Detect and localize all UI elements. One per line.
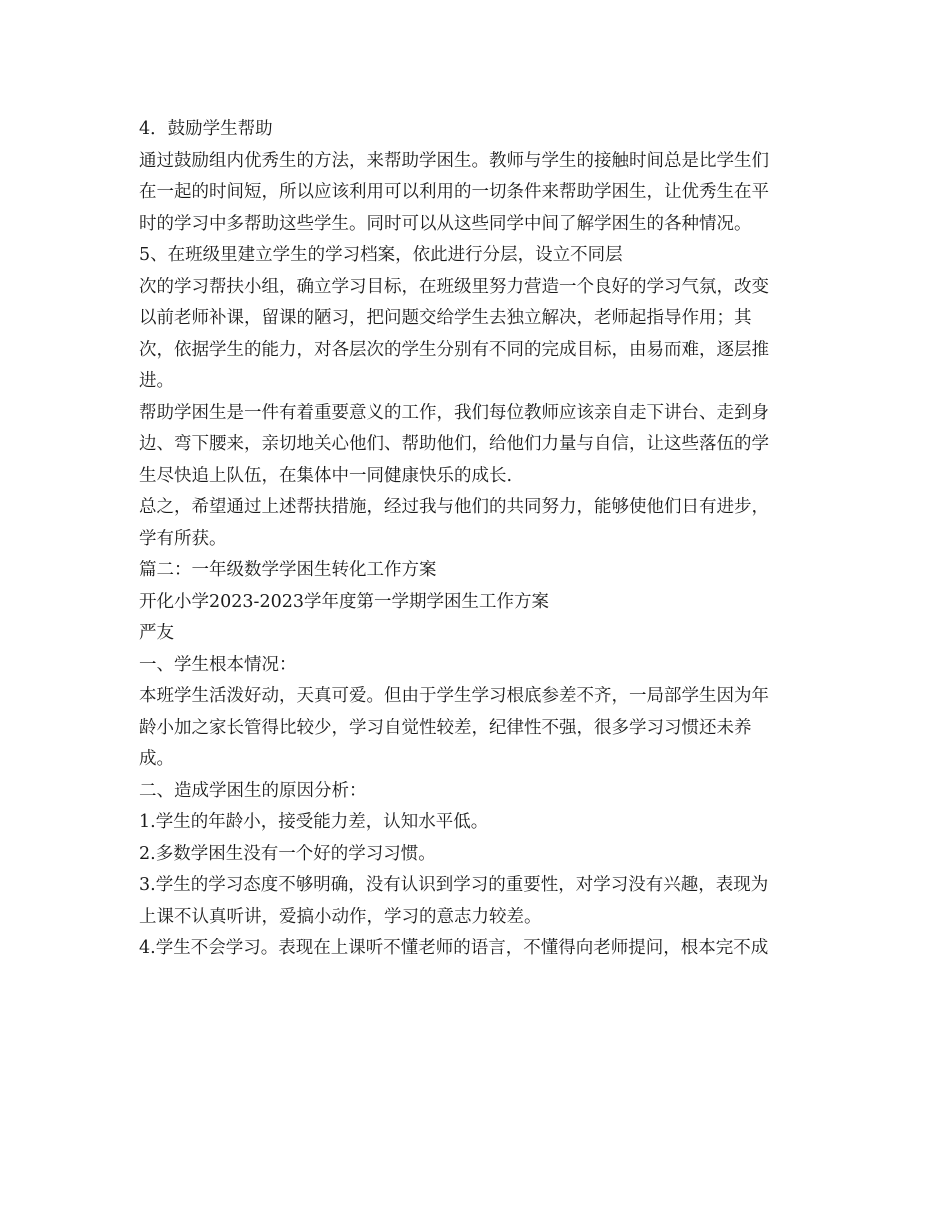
text-line: 4.学生不会学习。表现在上课听不懂老师的语言，不懂得向老师提问，根本完不成 (139, 938, 769, 958)
text-line: 次，依据学生的能力，对各层次的学生分别有不同的完成目标，由易而难，逐层推 (139, 339, 769, 360)
text-line: 本班学生活泼好动，天真可爱。但由于学生学习根底参差不齐，一局部学生因为年 (139, 686, 769, 706)
text-line: 在一起的时间短，所以应该利用可以利用的一切条件来帮助学困生，让优秀生在平 (139, 182, 769, 202)
text-line: 生尽快追上队伍，在集体中一同健康快乐的成长. (139, 465, 513, 486)
text-line: 5、在班级里建立学生的学习档案，依此进行分层，设立不同层 (139, 245, 623, 265)
document-body (139, 114, 815, 965)
text-line: 开化小学2023-2023学年度第一学期学困生工作方案 (139, 591, 549, 612)
text-line: 3.学生的学习态度不够明确，没有认识到学习的重要性，对学习没有兴趣，表现为 (139, 875, 769, 895)
text-line: 边、弯下腰来，亲切地关心他们、帮助他们，给他们力量与自信，让这些落伍的学 (139, 434, 769, 454)
text-line: 学有所获。 (139, 528, 227, 549)
text-line: 成。 (139, 749, 174, 769)
text-line: 二、造成学困生的原因分析： (139, 780, 367, 801)
text-line: 进。 (139, 371, 174, 391)
text-line: 4．鼓励学生帮助 (139, 119, 273, 139)
text-line: 帮助学困生是一件有着重要意义的工作，我们每位教师应该亲自走下讲台、走到身 (139, 402, 769, 423)
text-line: 上课不认真听讲，爱搞小动作，学习的意志力较差。 (139, 906, 542, 927)
text-line: 通过鼓励组内优秀生的方法，来帮助学困生。教师与学生的接触时间总是比学生们 (139, 150, 769, 171)
text-line: 1.学生的年龄小，接受能力差，认知水平低。 (139, 812, 489, 832)
text-line: 时的学习中多帮助这些学生。同时可以从这些同学中间了解学困生的各种情况。 (139, 213, 752, 234)
text-line: 总之，希望通过上述帮扶措施，经过我与他们的共同努力，能够使他们日有进步， (139, 497, 769, 517)
text-line: 篇二：一年级数学学困生转化工作方案 (139, 560, 437, 580)
text-line: 2.多数学困生没有一个好的学习习惯。 (139, 843, 436, 864)
text-line: 以前老师补课，留课的陋习，把问题交给学生去独立解决，老师起指导作用；其 (139, 308, 752, 328)
text-line: 一、学生根本情况： (139, 654, 297, 675)
text-line: 严友 (139, 623, 174, 643)
text-line: 次的学习帮扶小组，确立学习目标，在班级里努力营造一个良好的学习气氛，改变 (139, 276, 769, 297)
text-line: 龄小加之家长管得比较少，学习自觉性较差，纪律性不强，很多学习习惯还未养 (139, 717, 752, 738)
